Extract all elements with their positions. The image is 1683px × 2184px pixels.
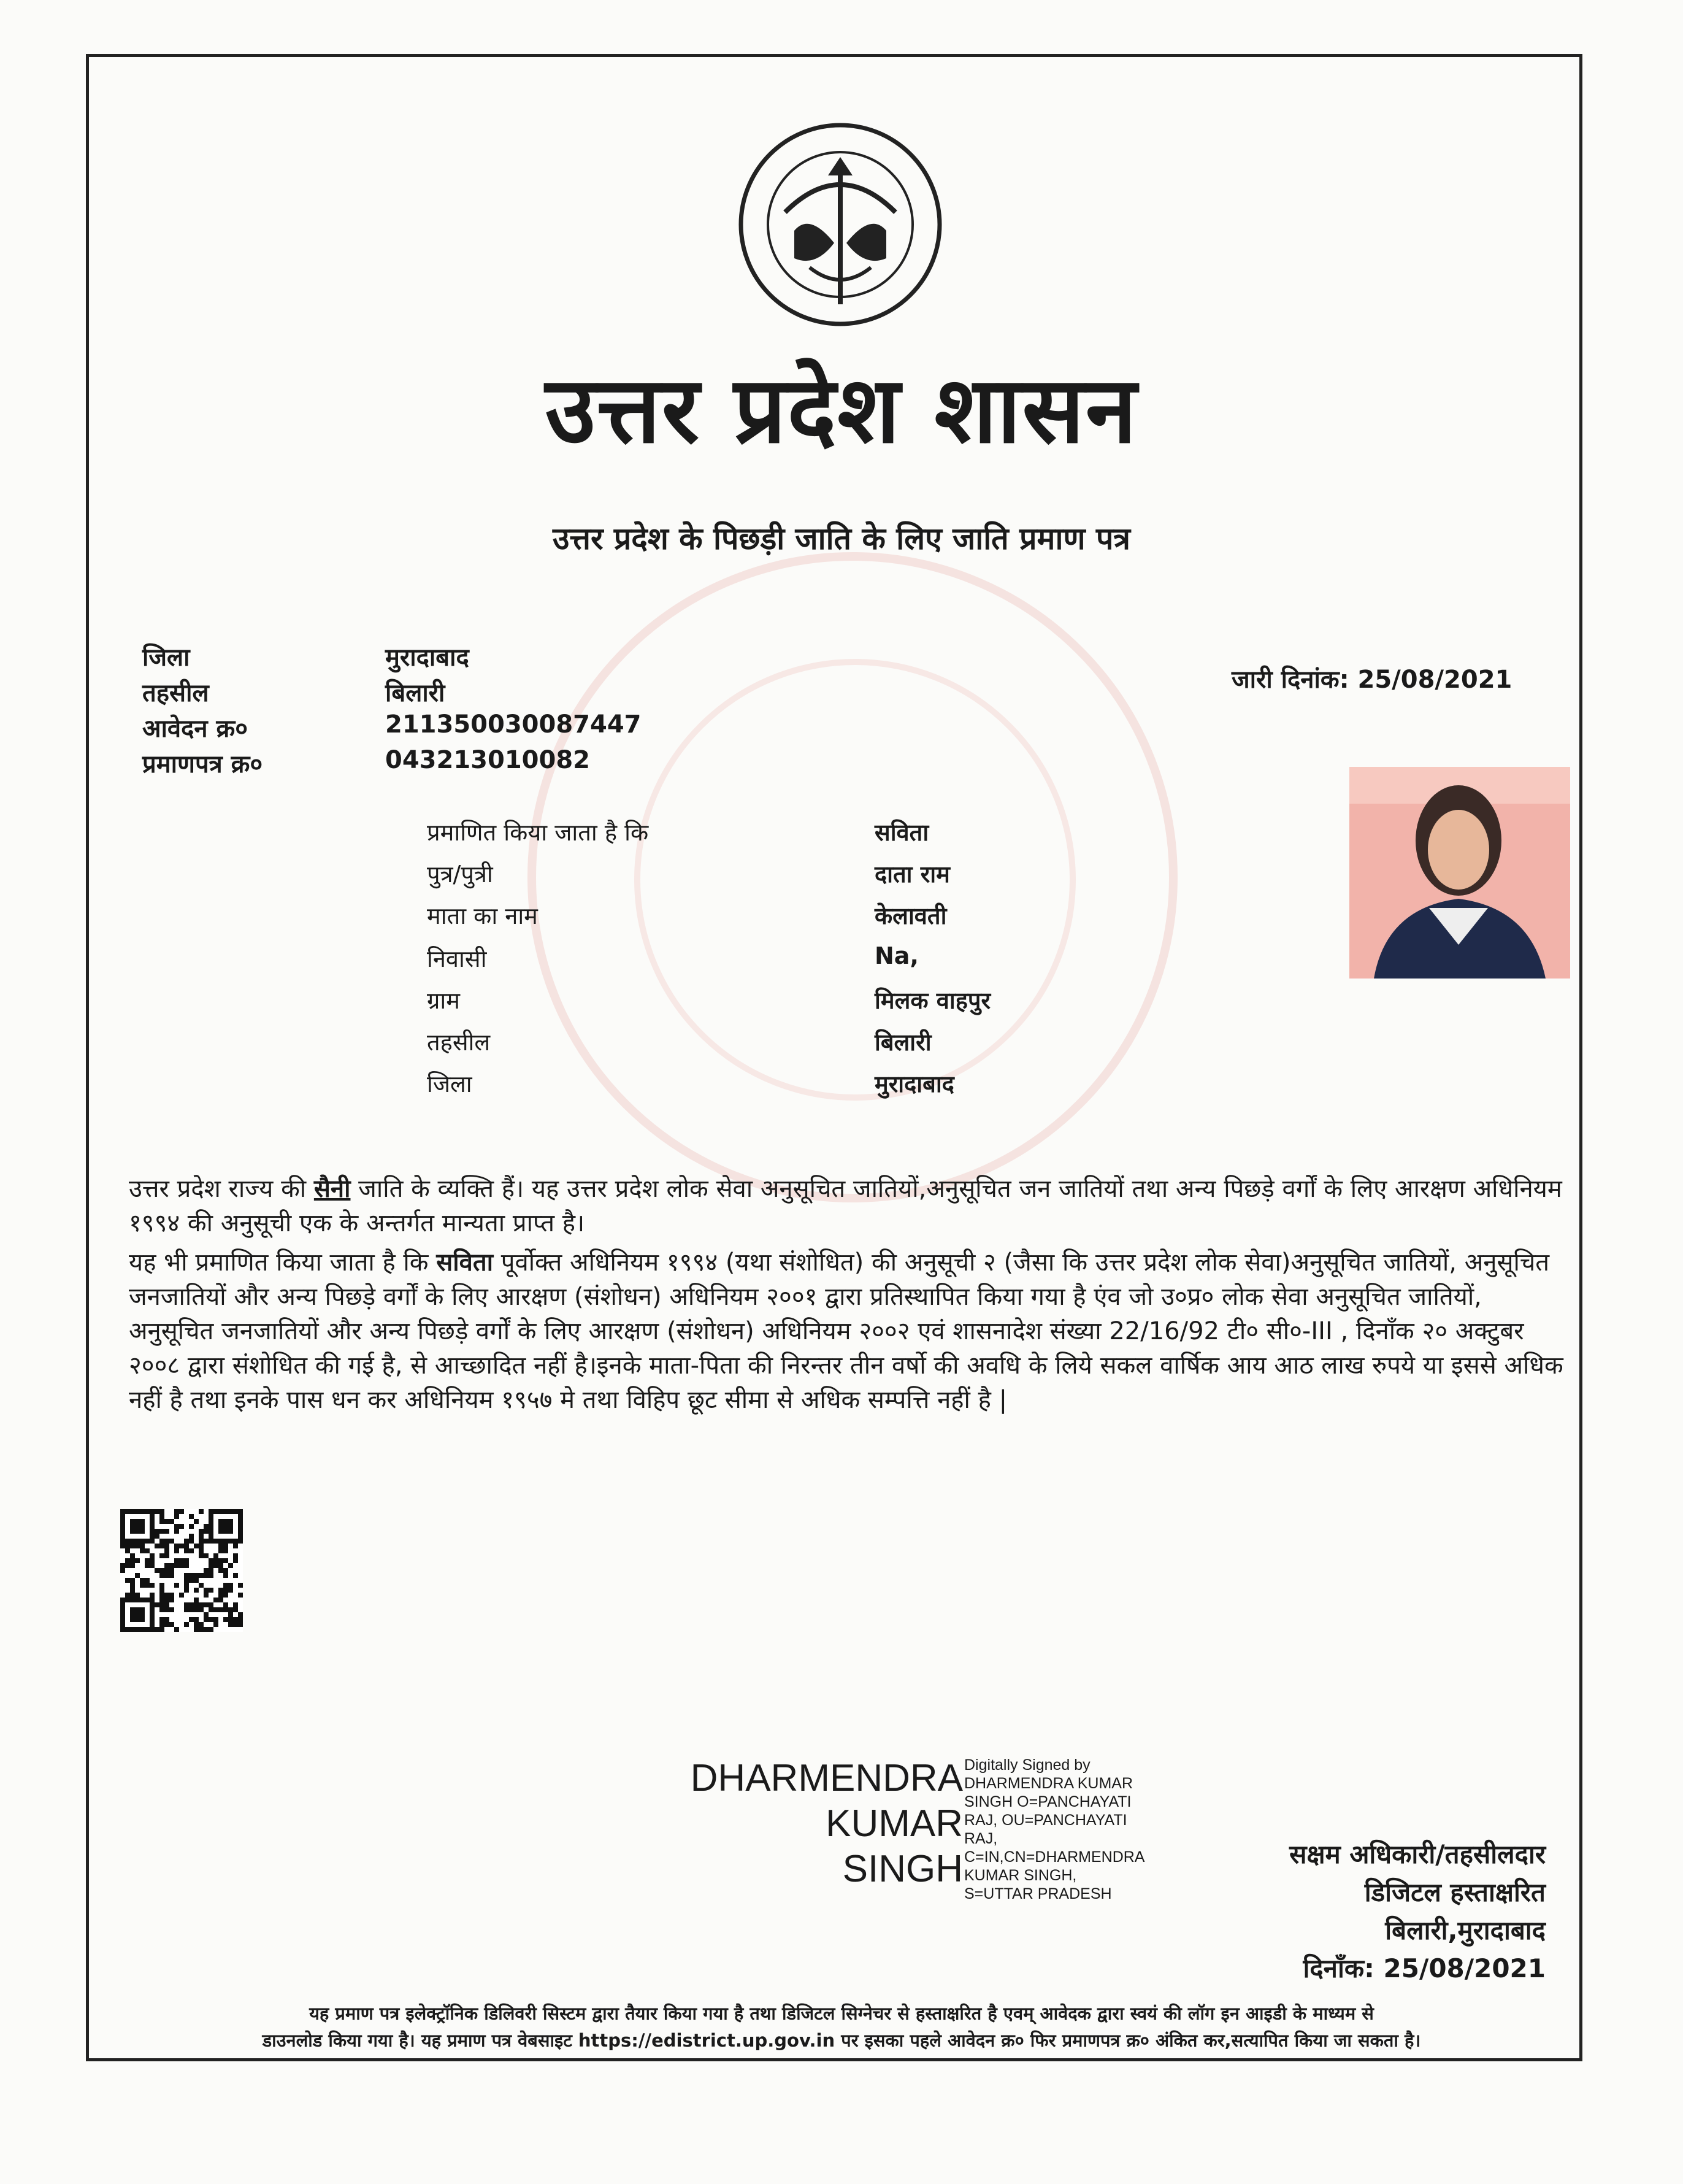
meta-value-application-no: 211350030087447	[385, 710, 642, 739]
field-label-mother: माता का नाम	[427, 902, 538, 929]
officer-designation: सक्षम अधिकारी/तहसीलदार	[1289, 1839, 1546, 1869]
watermark-emblem	[527, 552, 1178, 1202]
field-label-child-of: पुत्र/पुत्री	[427, 861, 493, 888]
field-label-certified: प्रमाणित किया जाता है कि	[427, 819, 649, 846]
meta-label-tehsil: तहसील	[142, 679, 209, 707]
state-emblem	[736, 120, 945, 329]
footer-line-2: डाउनलोड किया गया है। यह प्रमाण पत्र वेबसाइट https://edistrict.up.gov.in पर इसका पहले आवेदन क्र० फिर प्रमाणपत्र क्र० अंकित कर,सत्यापित किया जा सकता है।	[262, 2030, 1421, 2051]
qr-code	[120, 1509, 243, 1632]
field-value-name: सविता	[875, 819, 929, 846]
officer-date: दिनाँक: 25/08/2021	[1303, 1953, 1546, 1983]
field-value-mother: केलावती	[875, 902, 947, 929]
caste-name: सैनी	[313, 1175, 351, 1203]
field-value-father: दाता राम	[875, 861, 950, 888]
field-value-tehsil: बिलारी	[875, 1029, 932, 1056]
meta-value-district: मुरादाबाद	[385, 644, 469, 672]
officer-signed: डिजिटल हस्ताक्षरित	[1364, 1877, 1546, 1907]
certified-person-name: सविता	[436, 1248, 494, 1277]
page-title: उत्तर प्रदेश शासन	[545, 357, 1138, 464]
body-paragraph-2: यह भी प्रमाणित किया जाता है कि सविता पूर्वोक्त अधिनियम १९९४ (यथा संशोधित) की अनुसूची २ (जैसा कि उत्तर प्रदेश लोक सेवा)अनुसूचित जातियों, अनुसूचित जनजातियों और अन्य पिछड़े वर्गों के लिए आरक्षण (संशोधन) अधिनियम २००१ द्वारा प्रतिस्थापित किया गया है एंव जो उ०प्र० लोक सेवा अनुसूचित जातियों, अनुसूचित जनजातियों और अन्य पिछड़े वर्गों के लिए आरक्षण (संशोधन) अधिनियम २००२ एवं शासनादेश संख्या 22/16/92 टी० सी०-III , दिनाँक २० अक्टुबर २००८ द्वारा संशोधित की गई है, से आच्छादित नहीं है।इनके माता-पिता की निरन्तर तीन वर्षो की अवधि के लिये सकल वार्षिक आय आठ लाख रुपये या इससे अधिक नहीं है तथा इनके पास धन कर अधिनियम १९५७ मे तथा विहिप छूट सीमा से अधिक सम्पत्ति नहीं है |	[129, 1248, 1563, 1414]
officer-block	[1104, 1836, 1546, 1988]
applicant-photo	[1349, 767, 1570, 979]
digital-signature-details: Digitally Signed by DHARMENDRA KUMAR SINGH O=PANCHAYATI RAJ, OU=PANCHAYATI RAJ, C=IN,CN=DHARMENDRA KUMAR SINGH, S=UTTAR PRADESH	[964, 1756, 1145, 1902]
field-value-village: मिलक वाहपुर	[875, 987, 991, 1014]
footer-line-1: यह प्रमाण पत्र इलेक्ट्रॉनिक डिलिवरी सिस्टम द्वारा तैयार किया गया है तथा डिजिटल सिग्नेचर से हस्ताक्षरित है एवम् आवेदक द्वारा स्वयं की लॉग इन आइडी के माध्यम से	[309, 2003, 1374, 2024]
field-label-district: जिला	[427, 1071, 472, 1098]
body-paragraph-1: उत्तर प्रदेश राज्य की सैनी जाति के व्यक्ति हैं। यह उत्तर प्रदेश लोक सेवा अनुसूचित जातियों,अनुसूचित जन जातियों तथा अन्य पिछड़े वर्गों के लिए आरक्षण अधिनियम १९९४ की अनुसूची एक के अन्तर्गत मान्यता प्राप्त है।	[129, 1175, 1562, 1237]
meta-label-application-no: आवेदन क्र०	[142, 715, 248, 743]
field-value-district: मुरादाबाद	[875, 1071, 954, 1098]
officer-place: बिलारी,मुरादाबाद	[1385, 1915, 1546, 1945]
meta-value-certificate-no: 043213010082	[385, 746, 590, 774]
field-label-village: ग्राम	[427, 987, 460, 1014]
field-label-resident: निवासी	[427, 945, 487, 972]
meta-label-certificate-no: प्रमाणपत्र क्र०	[142, 750, 263, 779]
issue-date: जारी दिनांक: 25/08/2021	[1232, 666, 1512, 694]
meta-value-tehsil: बिलारी	[385, 679, 445, 707]
certificate-subtitle: उत्तर प्रदेश के पिछड़ी जाति के लिए जाति प्रमाण पत्र	[553, 521, 1130, 556]
meta-label-district: जिला	[142, 644, 190, 672]
field-label-tehsil: तहसील	[427, 1029, 491, 1056]
signature-name: DHARMENDRA KUMAR SINGH	[690, 1757, 963, 1890]
field-value-resident: Na,	[875, 942, 919, 969]
